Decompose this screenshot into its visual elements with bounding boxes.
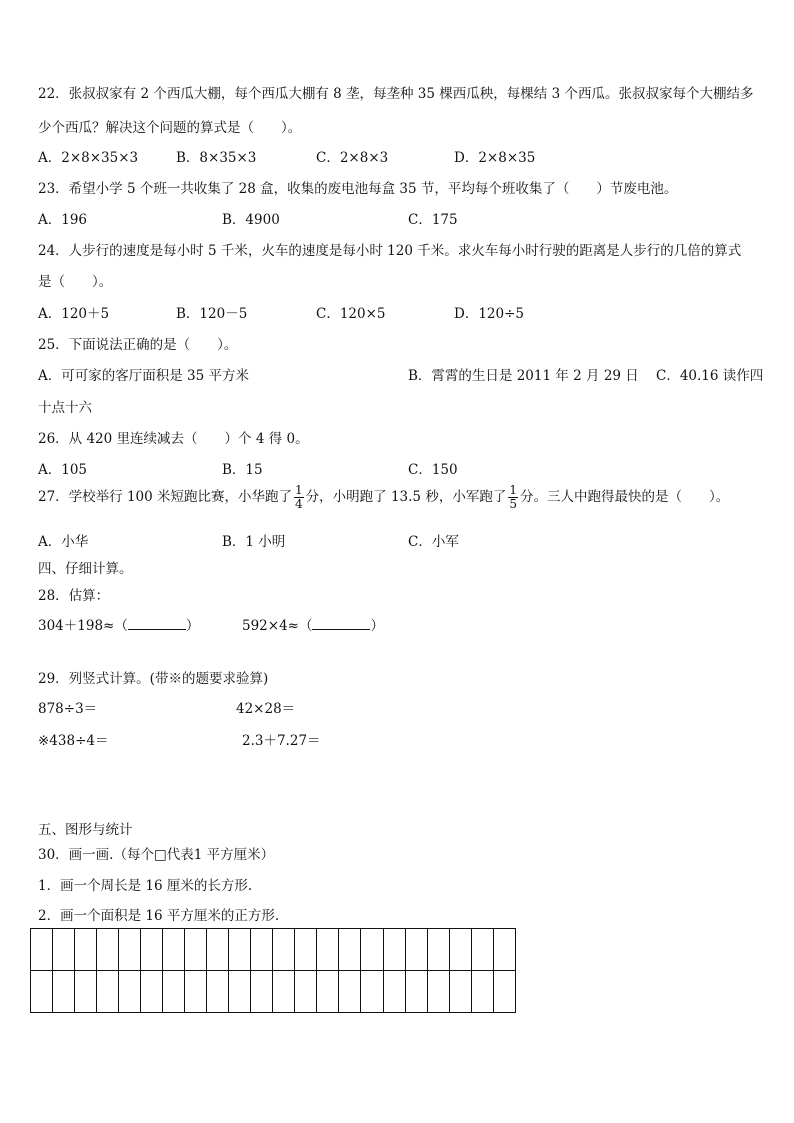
- q28-item-2-close: ）: [370, 618, 384, 634]
- q29-item-3: ※438÷4＝: [38, 733, 109, 749]
- q27-text-3: 分。三人中跑得最快的是（ ）。: [519, 489, 730, 505]
- q30-sub-1: 1．画一个周长是 16 厘米的长方形.: [38, 878, 253, 894]
- q25-line3: 十点十六: [38, 400, 92, 416]
- grid-cell[interactable]: [229, 971, 251, 1013]
- q22-option-a: A．2×8×35×3: [38, 150, 139, 166]
- grid-cell[interactable]: [449, 971, 471, 1013]
- grid-cell[interactable]: [163, 971, 185, 1013]
- grid-cell[interactable]: [185, 929, 207, 971]
- grid-cell[interactable]: [97, 929, 119, 971]
- grid-cell[interactable]: [383, 929, 405, 971]
- section-4-heading: 四、仔细计算。: [38, 561, 133, 577]
- q27-fraction-1-numerator: 1: [295, 483, 303, 497]
- q28-item-2: [242, 614, 384, 634]
- q28-item-1: [38, 614, 199, 634]
- grid-cell[interactable]: [251, 929, 273, 971]
- q23-option-a: A．196: [38, 212, 88, 228]
- grid-cell[interactable]: [405, 971, 427, 1013]
- grid-cell[interactable]: [251, 971, 273, 1013]
- q25-option-b: B．霄霄的生日是 2011 年 2 月 29 日: [408, 368, 639, 384]
- grid-cell[interactable]: [273, 971, 295, 1013]
- grid-cell[interactable]: [493, 929, 515, 971]
- q28-item-1-expression: 304＋198≈（: [38, 618, 128, 634]
- q22-line1: 22．张叔叔家有 2 个西瓜大棚，每个西瓜大棚有 8 垄，每垄种 35 棵西瓜秧，每棵结 3 个西瓜。张叔叔家每个大棚结多: [38, 86, 754, 102]
- q22-option-b: B．8×35×3: [176, 150, 257, 166]
- grid-cell[interactable]: [75, 929, 97, 971]
- q24-option-a: A．120＋5: [38, 306, 110, 322]
- grid-cell[interactable]: [53, 929, 75, 971]
- grid-cell[interactable]: [471, 971, 493, 1013]
- grid-cell[interactable]: [361, 971, 383, 1013]
- q23-line1: 23．希望小学 5 个班一共收集了 28 盒，收集的废电池每盒 35 节，平均每个班收集了（ ）节废电池。: [38, 181, 678, 197]
- q28-item-1-close: ）: [185, 618, 200, 634]
- q28-item-1-answer-blank[interactable]: [128, 617, 186, 630]
- q28-title: 28．估算：: [38, 588, 110, 604]
- section-5-heading: 五、图形与统计: [38, 822, 133, 838]
- q29-item-1: 878÷3＝: [38, 701, 98, 717]
- q24-line1: 24．人步行的速度是每小时 5 千米，火车的速度是每小时 120 千米。求火车每小时行驶的距离是人步行的几倍的算式: [38, 243, 742, 259]
- grid-cell[interactable]: [295, 929, 317, 971]
- grid-cell[interactable]: [119, 971, 141, 1013]
- grid-cell[interactable]: [405, 929, 427, 971]
- grid-cell[interactable]: [493, 971, 515, 1013]
- q27-text-1: 27．学校举行 100 米短跑比赛，小华跑了: [38, 489, 293, 505]
- grid-cell[interactable]: [53, 971, 75, 1013]
- q24-option-c: C．120×5: [316, 306, 386, 322]
- q27-fraction-2: [508, 484, 518, 511]
- q25-option-c: C．40.16 读作四: [656, 368, 764, 384]
- q26-option-c: C．150: [408, 462, 458, 478]
- grid-cell[interactable]: [207, 929, 229, 971]
- square-grid[interactable]: [30, 928, 516, 1013]
- q27-fraction-2-denominator: 5: [509, 497, 517, 511]
- grid-row: [31, 971, 516, 1013]
- q23-option-b: B．4900: [222, 212, 280, 228]
- grid-cell[interactable]: [339, 971, 361, 1013]
- grid-cell[interactable]: [339, 929, 361, 971]
- q25-option-a: A．可可家的客厅面积是 35 平方米: [38, 368, 250, 384]
- q30-title: 30．画一画.（每个□代表1 平方厘米）: [38, 847, 275, 863]
- q26-option-b: B．15: [222, 462, 263, 478]
- q26-line1: 26．从 420 里连续减去（ ）个 4 得 0。: [38, 431, 309, 447]
- q30-sub-2: 2．画一个面积是 16 平方厘米的正方形.: [38, 908, 280, 924]
- q22-line2: 少个西瓜？解决这个问题的算式是（ ）。: [38, 120, 302, 136]
- grid-cell[interactable]: [229, 929, 251, 971]
- q27-line1: [38, 484, 729, 511]
- q26-option-a: A．105: [38, 462, 88, 478]
- grid-cell[interactable]: [449, 929, 471, 971]
- grid-row: [31, 929, 516, 971]
- grid-cell[interactable]: [317, 971, 339, 1013]
- q29-title: 29．列竖式计算。(带※的题要求验算): [38, 671, 269, 687]
- grid-cell[interactable]: [97, 971, 119, 1013]
- q28-item-2-expression: 592×4≈（: [242, 618, 313, 634]
- q27-text-2: 分，小明跑了 13.5 秒，小军跑了: [305, 489, 507, 505]
- q27-option-a: A．小华: [38, 534, 89, 550]
- q23-option-c: C．175: [408, 212, 458, 228]
- grid-cell[interactable]: [141, 971, 163, 1013]
- q22-option-d: D．2×8×35: [454, 150, 536, 166]
- grid-cell[interactable]: [317, 929, 339, 971]
- q28-item-2-answer-blank[interactable]: [312, 617, 370, 630]
- q24-line2: 是（ ）。: [38, 274, 113, 290]
- grid-cell[interactable]: [295, 971, 317, 1013]
- grid-cell[interactable]: [31, 929, 53, 971]
- grid-cell[interactable]: [207, 971, 229, 1013]
- q27-fraction-1-denominator: 4: [295, 497, 303, 511]
- grid-cell[interactable]: [361, 929, 383, 971]
- q27-option-c: C．小军: [408, 534, 459, 550]
- q24-option-d: D．120÷5: [454, 306, 524, 322]
- q29-item-2: 42×28＝: [236, 701, 296, 717]
- grid-cell[interactable]: [471, 929, 493, 971]
- q29-item-4: 2.3＋7.27＝: [242, 733, 321, 749]
- q22-option-c: C．2×8×3: [316, 150, 389, 166]
- grid-cell[interactable]: [31, 971, 53, 1013]
- grid-cell[interactable]: [427, 929, 449, 971]
- grid-cell[interactable]: [141, 929, 163, 971]
- grid-cell[interactable]: [163, 929, 185, 971]
- grid-cell[interactable]: [427, 971, 449, 1013]
- grid-cell[interactable]: [273, 929, 295, 971]
- q24-option-b: B．120－5: [176, 306, 248, 322]
- grid-cell[interactable]: [119, 929, 141, 971]
- grid-cell[interactable]: [383, 971, 405, 1013]
- q25-line1: 25．下面说法正确的是（ ）。: [38, 337, 238, 353]
- grid-cell[interactable]: [185, 971, 207, 1013]
- grid-cell[interactable]: [75, 971, 97, 1013]
- q27-fraction-1: [294, 484, 304, 511]
- q27-fraction-2-numerator: 1: [509, 483, 517, 497]
- q27-option-b: B．1 小明: [222, 534, 286, 550]
